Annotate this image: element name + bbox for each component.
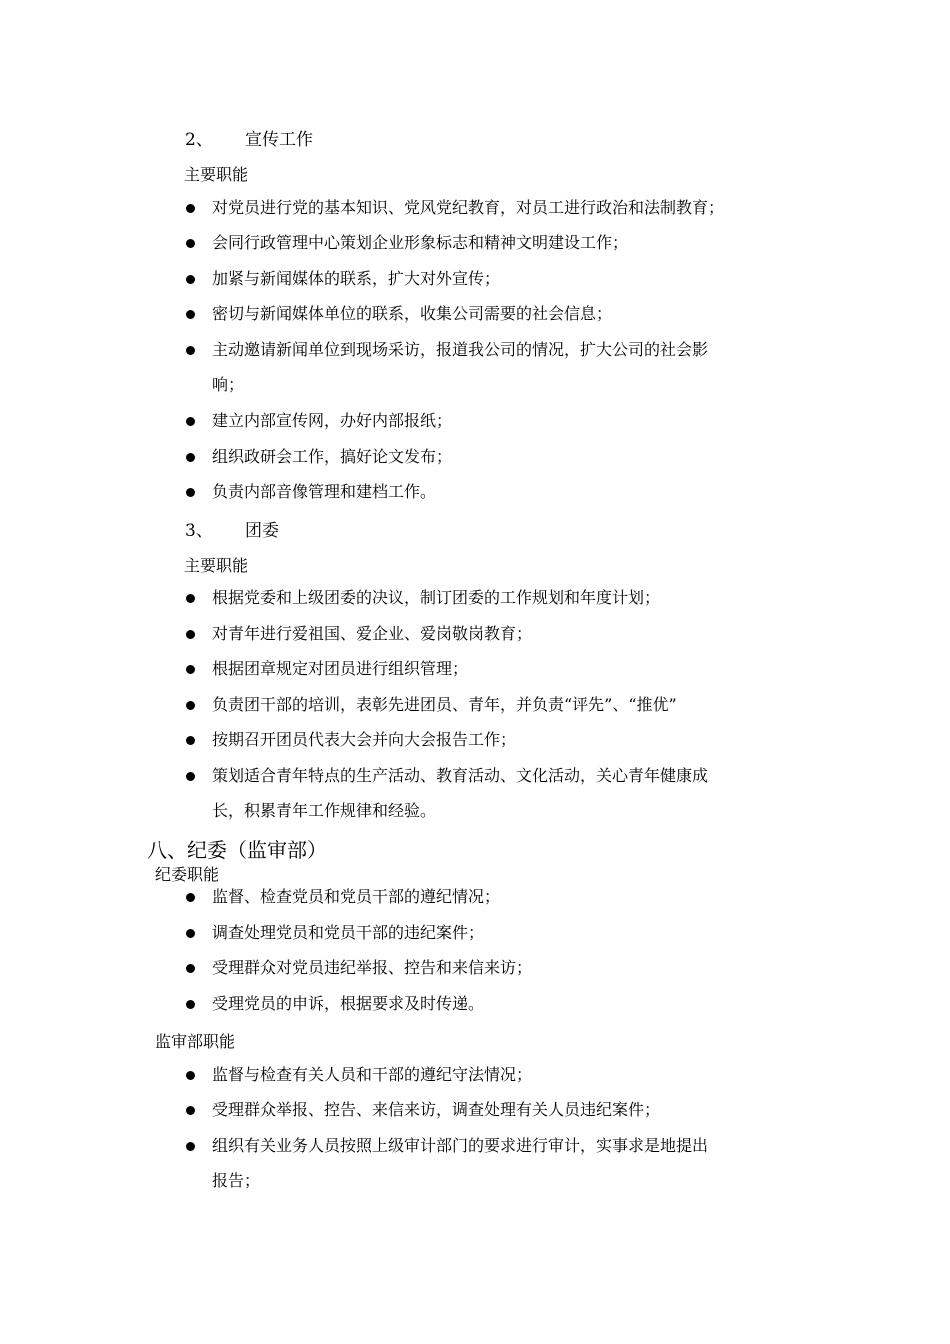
item-text: 受理群众对党员违纪举报、控告和来信来访； bbox=[212, 958, 533, 977]
item-text: 按期召开团员代表大会并向大会报告工作； bbox=[212, 730, 517, 749]
item-text: 加紧与新闻媒体的联系，扩大对外宣传； bbox=[212, 269, 501, 288]
item-text: 建立内部宣传网，办好内部报纸； bbox=[212, 411, 453, 430]
subheading: 纪委职能 bbox=[155, 865, 220, 884]
bullet-icon bbox=[186, 594, 195, 603]
subheading: 主要职能 bbox=[184, 165, 249, 184]
item-text: 根据团章规定对团员进行组织管理； bbox=[212, 659, 469, 678]
item-text: 组织政研会工作，搞好论文发布； bbox=[212, 447, 453, 466]
bullet-icon bbox=[186, 964, 195, 973]
bullet-icon bbox=[186, 275, 195, 284]
section-number: 3、 bbox=[185, 521, 213, 541]
bullet-icon bbox=[186, 701, 195, 710]
bullet-icon bbox=[186, 453, 195, 462]
item-text: 监督与检查有关人员和干部的遵纪守法情况； bbox=[212, 1065, 533, 1084]
item-text-continued: 响； bbox=[212, 375, 245, 394]
item-text: 组织有关业务人员按照上级审计部门的要求进行审计，实事求是地提出 bbox=[212, 1136, 709, 1155]
bullet-icon bbox=[186, 1142, 195, 1151]
bullet-icon bbox=[186, 417, 195, 426]
bullet-icon bbox=[186, 1071, 195, 1080]
bullet-icon bbox=[186, 204, 195, 213]
bullet-icon bbox=[186, 1000, 195, 1009]
item-text: 主动邀请新闻单位到现场采访，报道我公司的情况，扩大公司的社会影 bbox=[212, 340, 709, 359]
section-heading bbox=[185, 125, 313, 150]
item-text: 负责内部音像管理和建档工作。 bbox=[212, 482, 437, 501]
item-text: 调查处理党员和党员干部的违纪案件； bbox=[212, 923, 485, 942]
bullet-icon bbox=[186, 488, 195, 497]
item-text: 受理党员的申诉，根据要求及时传递。 bbox=[212, 994, 485, 1013]
item-text: 根据党委和上级团委的决议，制订团委的工作规划和年度计划； bbox=[212, 588, 661, 607]
chapter-heading: 八、纪委（监审部） bbox=[147, 838, 327, 862]
item-text-continued: 长，积累青年工作规律和经验。 bbox=[212, 801, 437, 820]
item-text: 策划适合青年特点的生产活动、教育活动、文化活动，关心青年健康成 bbox=[212, 766, 709, 785]
subheading: 主要职能 bbox=[184, 556, 249, 575]
bullet-icon bbox=[186, 630, 195, 639]
bullet-icon bbox=[186, 310, 195, 319]
subheading: 监审部职能 bbox=[155, 1032, 236, 1051]
item-text: 对党员进行党的基本知识、党风党纪教育，对员工进行政治和法制教育； bbox=[212, 198, 725, 217]
item-text: 密切与新闻媒体单位的联系，收集公司需要的社会信息； bbox=[212, 304, 613, 323]
item-text-continued: 报告； bbox=[212, 1171, 261, 1190]
item-text: 对青年进行爱祖国、爱企业、爱岗敬岗教育； bbox=[212, 624, 533, 643]
bullet-icon bbox=[186, 736, 195, 745]
item-text: 负责团干部的培训，表彰先进团员、青年，并负责“评先”、“推优” bbox=[212, 695, 677, 714]
section-heading bbox=[185, 516, 279, 541]
bullet-icon bbox=[186, 929, 195, 938]
section-title: 宣传工作 bbox=[245, 130, 313, 150]
bullet-icon bbox=[186, 772, 195, 781]
item-text: 受理群众举报、控告、来信来访，调查处理有关人员违纪案件； bbox=[212, 1100, 661, 1119]
item-text: 会同行政管理中心策划企业形象标志和精神文明建设工作； bbox=[212, 233, 629, 252]
item-text: 监督、检查党员和党员干部的遵纪情况； bbox=[212, 887, 501, 906]
bullet-icon bbox=[186, 346, 195, 355]
section-number: 2、 bbox=[185, 130, 213, 150]
bullet-icon bbox=[186, 893, 195, 902]
bullet-icon bbox=[186, 239, 195, 248]
bullet-icon bbox=[186, 1106, 195, 1115]
bullet-icon bbox=[186, 665, 195, 674]
section-title: 团委 bbox=[245, 521, 279, 541]
